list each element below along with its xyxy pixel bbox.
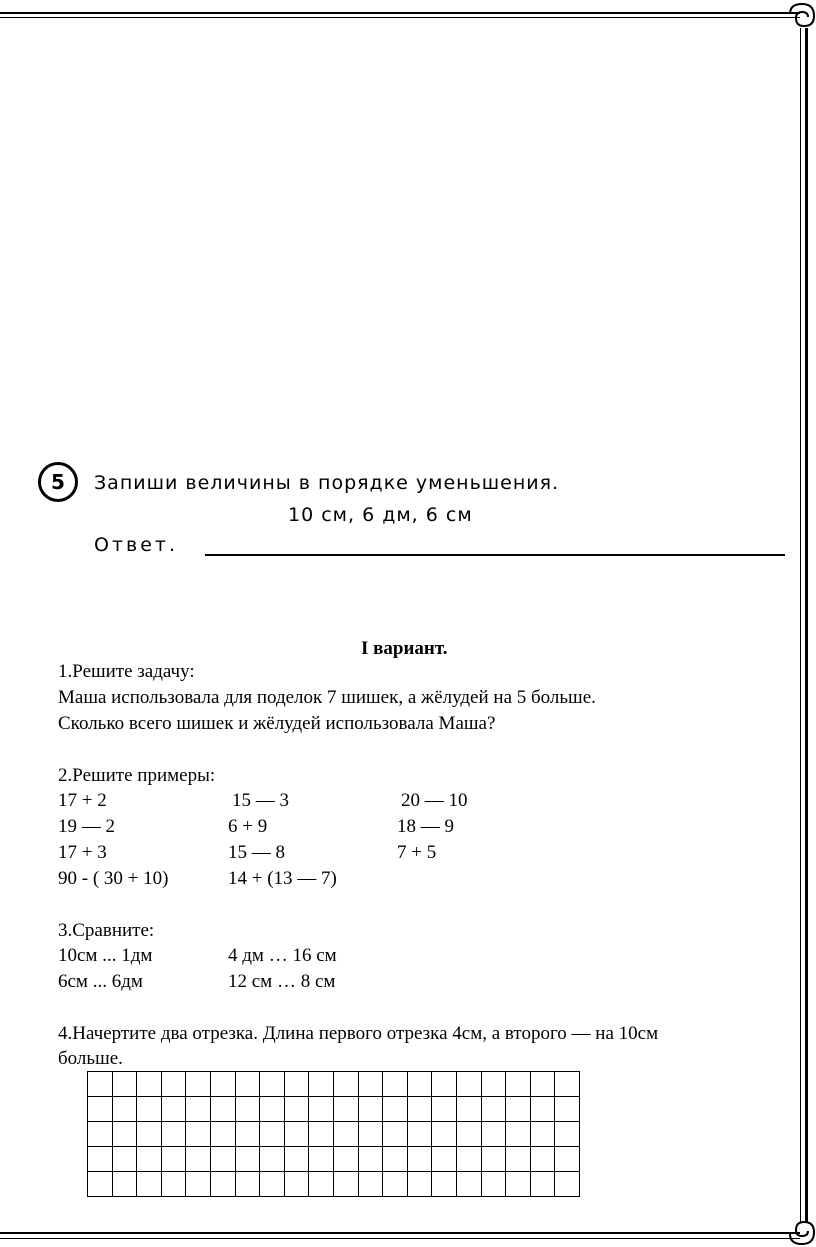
grid-cell[interactable] bbox=[210, 1097, 235, 1122]
grid-cell[interactable] bbox=[530, 1147, 555, 1172]
grid-cell[interactable] bbox=[309, 1097, 334, 1122]
grid-cell[interactable] bbox=[112, 1072, 137, 1097]
grid-cell[interactable] bbox=[481, 1172, 506, 1197]
grid-row bbox=[88, 1147, 580, 1172]
grid-cell[interactable] bbox=[284, 1072, 309, 1097]
grid-cell[interactable] bbox=[456, 1122, 481, 1147]
task5-answer-label: Ответ. bbox=[94, 534, 179, 556]
grid-cell[interactable] bbox=[407, 1147, 432, 1172]
grid-cell[interactable] bbox=[88, 1072, 113, 1097]
grid-cell[interactable] bbox=[432, 1147, 457, 1172]
grid-cell[interactable] bbox=[333, 1122, 358, 1147]
task5-answer-line[interactable] bbox=[205, 554, 785, 556]
task2-example: 90 - ( 30 + 10) bbox=[58, 868, 169, 889]
grid-cell[interactable] bbox=[186, 1097, 211, 1122]
grid-cell[interactable] bbox=[530, 1072, 555, 1097]
task2-example: 15 — 8 bbox=[228, 842, 285, 863]
grid-cell[interactable] bbox=[383, 1147, 408, 1172]
frame-bottom-border bbox=[0, 1232, 800, 1234]
grid-cell[interactable] bbox=[137, 1147, 162, 1172]
task2-title: 2.Решите примеры: bbox=[58, 765, 216, 786]
grid-cell[interactable] bbox=[235, 1097, 260, 1122]
grid-cell[interactable] bbox=[260, 1097, 285, 1122]
grid-cell[interactable] bbox=[555, 1147, 580, 1172]
grid-cell[interactable] bbox=[506, 1172, 531, 1197]
task3-comparison: 4 дм … 16 см bbox=[228, 945, 337, 966]
grid-cell[interactable] bbox=[555, 1072, 580, 1097]
task2-example: 17 + 2 bbox=[58, 790, 107, 811]
task3-comparison: 6см ... 6дм bbox=[58, 971, 143, 992]
grid-cell[interactable] bbox=[210, 1072, 235, 1097]
task5-title: Запиши величины в порядке уменьшения. bbox=[94, 472, 560, 494]
variant-heading: I вариант. bbox=[361, 638, 448, 659]
task2-example: 7 + 5 bbox=[397, 842, 437, 863]
grid-cell[interactable] bbox=[432, 1122, 457, 1147]
task2-example: 19 — 2 bbox=[58, 816, 115, 837]
grid-cell[interactable] bbox=[383, 1172, 408, 1197]
grid-cell[interactable] bbox=[456, 1072, 481, 1097]
grid-cell[interactable] bbox=[555, 1172, 580, 1197]
grid-row bbox=[88, 1097, 580, 1122]
grid-cell[interactable] bbox=[235, 1072, 260, 1097]
grid-row bbox=[88, 1072, 580, 1097]
grid-cell[interactable] bbox=[284, 1172, 309, 1197]
grid-cell[interactable] bbox=[137, 1122, 162, 1147]
grid-cell[interactable] bbox=[161, 1122, 186, 1147]
frame-right-border bbox=[805, 28, 808, 1223]
grid-cell[interactable] bbox=[383, 1097, 408, 1122]
task2-example: 17 + 3 bbox=[58, 842, 107, 863]
grid-cell[interactable] bbox=[506, 1097, 531, 1122]
task1-text-line1: Маша использовала для поделок 7 шишек, а жёлудей на 5 больше. bbox=[58, 687, 596, 708]
grid-cell[interactable] bbox=[358, 1147, 383, 1172]
grid-cell[interactable] bbox=[383, 1122, 408, 1147]
grid-cell[interactable] bbox=[407, 1122, 432, 1147]
grid-cell[interactable] bbox=[506, 1147, 531, 1172]
grid-cell[interactable] bbox=[506, 1122, 531, 1147]
grid-cell[interactable] bbox=[333, 1072, 358, 1097]
grid-cell[interactable] bbox=[186, 1122, 211, 1147]
grid-cell[interactable] bbox=[161, 1097, 186, 1122]
task4-text-line2: больше. bbox=[58, 1048, 123, 1069]
grid-cell[interactable] bbox=[186, 1072, 211, 1097]
grid-cell[interactable] bbox=[88, 1147, 113, 1172]
grid-cell[interactable] bbox=[456, 1172, 481, 1197]
grid-cell[interactable] bbox=[284, 1122, 309, 1147]
grid-cell[interactable] bbox=[358, 1172, 383, 1197]
grid-cell[interactable] bbox=[88, 1172, 113, 1197]
grid-cell[interactable] bbox=[309, 1147, 334, 1172]
grid-cell[interactable] bbox=[112, 1122, 137, 1147]
grid-cell[interactable] bbox=[161, 1072, 186, 1097]
grid-cell[interactable] bbox=[333, 1172, 358, 1197]
grid-row bbox=[88, 1172, 580, 1197]
grid-cell[interactable] bbox=[358, 1072, 383, 1097]
task2-example: 6 + 9 bbox=[228, 816, 268, 837]
grid-cell[interactable] bbox=[137, 1072, 162, 1097]
grid-cell[interactable] bbox=[432, 1072, 457, 1097]
frame-top-border bbox=[0, 12, 800, 14]
grid-cell[interactable] bbox=[358, 1097, 383, 1122]
grid-cell[interactable] bbox=[284, 1097, 309, 1122]
grid-cell[interactable] bbox=[333, 1097, 358, 1122]
frame-corner-scroll-icon-bottom bbox=[788, 1216, 816, 1246]
grid-cell[interactable] bbox=[210, 1172, 235, 1197]
task4-text-line1: 4.Начертите два отрезка. Длина первого отрезка 4см, а второго — на 10см bbox=[58, 1023, 659, 1044]
task5-values: 10 см, 6 дм, 6 см bbox=[288, 504, 473, 526]
task1-text-line2: Сколько всего шишек и жёлудей использовала Маша? bbox=[58, 713, 496, 734]
grid-cell[interactable] bbox=[137, 1172, 162, 1197]
grid-cell[interactable] bbox=[456, 1097, 481, 1122]
grid-cell[interactable] bbox=[88, 1122, 113, 1147]
grid-cell[interactable] bbox=[235, 1122, 260, 1147]
task2-example: 20 — 10 bbox=[401, 790, 468, 811]
grid-cell[interactable] bbox=[88, 1097, 113, 1122]
grid-cell[interactable] bbox=[530, 1172, 555, 1197]
grid-cell[interactable] bbox=[210, 1147, 235, 1172]
grid-cell[interactable] bbox=[555, 1097, 580, 1122]
frame-top-border-inner bbox=[0, 17, 800, 18]
grid-cell[interactable] bbox=[530, 1097, 555, 1122]
grid-cell[interactable] bbox=[432, 1172, 457, 1197]
grid-cell[interactable] bbox=[530, 1122, 555, 1147]
grid-row bbox=[88, 1122, 580, 1147]
grid-cell[interactable] bbox=[260, 1122, 285, 1147]
grid-cell[interactable] bbox=[383, 1072, 408, 1097]
task5-number-badge: 5 bbox=[38, 462, 78, 502]
frame-right-border-inner bbox=[800, 28, 801, 1223]
frame-bottom-border-inner bbox=[0, 1238, 800, 1239]
grid-cell[interactable] bbox=[309, 1172, 334, 1197]
grid-cell[interactable] bbox=[260, 1072, 285, 1097]
task2-example: 15 — 3 bbox=[232, 790, 289, 811]
grid-cell[interactable] bbox=[506, 1072, 531, 1097]
grid-cell[interactable] bbox=[481, 1122, 506, 1147]
task2-example: 14 + (13 — 7) bbox=[228, 868, 337, 889]
grid-cell[interactable] bbox=[112, 1147, 137, 1172]
grid-cell[interactable] bbox=[407, 1097, 432, 1122]
grid-cell[interactable] bbox=[260, 1172, 285, 1197]
grid-cell[interactable] bbox=[358, 1122, 383, 1147]
grid-cell[interactable] bbox=[333, 1147, 358, 1172]
grid-cell[interactable] bbox=[260, 1147, 285, 1172]
grid-cell[interactable] bbox=[407, 1172, 432, 1197]
grid-cell[interactable] bbox=[137, 1097, 162, 1122]
grid-cell[interactable] bbox=[456, 1147, 481, 1172]
drawing-grid[interactable] bbox=[87, 1071, 580, 1197]
grid-cell[interactable] bbox=[161, 1172, 186, 1197]
grid-cell[interactable] bbox=[235, 1172, 260, 1197]
frame-corner-scroll-icon bbox=[788, 2, 816, 32]
grid-cell[interactable] bbox=[161, 1147, 186, 1172]
grid-cell[interactable] bbox=[210, 1122, 235, 1147]
grid-cell[interactable] bbox=[481, 1072, 506, 1097]
grid-cell[interactable] bbox=[432, 1097, 457, 1122]
grid-cell[interactable] bbox=[235, 1147, 260, 1172]
grid-cell[interactable] bbox=[481, 1147, 506, 1172]
grid-cell[interactable] bbox=[186, 1147, 211, 1172]
grid-cell[interactable] bbox=[309, 1122, 334, 1147]
task3-comparison: 12 см … 8 см bbox=[228, 971, 336, 992]
grid-cell[interactable] bbox=[481, 1097, 506, 1122]
grid-cell[interactable] bbox=[309, 1072, 334, 1097]
task2-example: 18 — 9 bbox=[397, 816, 454, 837]
grid-cell[interactable] bbox=[555, 1122, 580, 1147]
grid-cell[interactable] bbox=[112, 1097, 137, 1122]
task3-title: 3.Сравните: bbox=[58, 920, 155, 941]
task1-title: 1.Решите задачу: bbox=[58, 661, 195, 682]
task3-comparison: 10см ... 1дм bbox=[58, 945, 153, 966]
grid-cell[interactable] bbox=[186, 1172, 211, 1197]
grid-cell[interactable] bbox=[112, 1172, 137, 1197]
grid-cell[interactable] bbox=[407, 1072, 432, 1097]
grid-cell[interactable] bbox=[284, 1147, 309, 1172]
